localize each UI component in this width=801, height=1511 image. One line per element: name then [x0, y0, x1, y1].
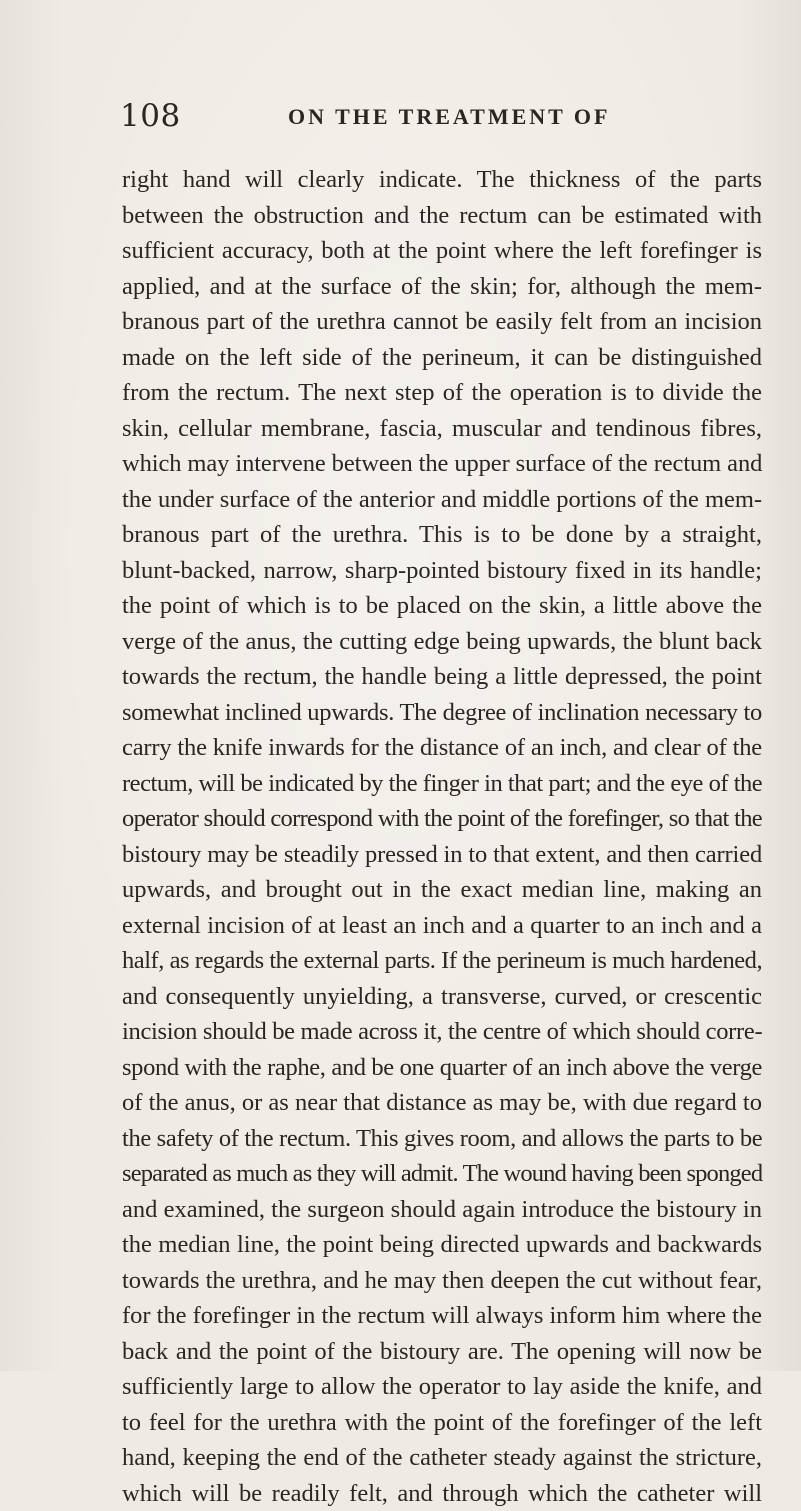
text-line: towards the urethra, and he may then deepen the cut without fear, [122, 1263, 762, 1299]
text-line: sufficiently large to allow the operator to lay aside the knife, and [122, 1369, 762, 1405]
page-header [120, 98, 760, 138]
text-line: and consequently unyielding, a transverse, curved, or crescentic [122, 979, 762, 1015]
text-line: branous part of the urethra. This is to be done by a straight, [122, 517, 762, 553]
text-line: for the forefinger in the rectum will always inform him where the [122, 1298, 762, 1334]
text-line: carry the knife inwards for the distance of an inch, and clear of the [122, 730, 762, 766]
text-line: of the anus, or as near that distance as may be, with due regard to [122, 1085, 762, 1121]
text-line: made on the left side of the perineum, it can be distinguished [122, 340, 762, 376]
text-line: blunt-backed, narrow, sharp-pointed bistoury fixed in its handle; [122, 553, 762, 589]
text-line: back and the point of the bistoury are. The opening will now be [122, 1334, 762, 1370]
text-line: towards the rectum, the handle being a little depressed, the point [122, 659, 762, 695]
text-line: external incision of at least an inch and a quarter to an inch and a [122, 908, 762, 944]
text-line: bistoury may be steadily pressed in to that extent, and then carried [122, 837, 762, 873]
text-line: somewhat inclined upwards. The degree of inclination necessary to [122, 695, 762, 731]
text-line: upwards, and brought out in the exact median line, making an [122, 872, 762, 908]
text-line: the safety of the rectum. This gives room, and allows the parts to be [122, 1121, 762, 1157]
text-line: and examined, the surgeon should again introduce the bistoury in [122, 1192, 762, 1228]
text-line: half, as regards the external parts. If the perineum is much hardened, [122, 943, 762, 979]
text-line: the median line, the point being directed upwards and backwards [122, 1227, 762, 1263]
text-line: the under surface of the anterior and middle portions of the mem- [122, 482, 762, 518]
text-line: hand, keeping the end of the catheter steady against the stricture, [122, 1440, 762, 1476]
text-line: from the rectum. The next step of the operation is to divide the [122, 375, 762, 411]
text-line: verge of the anus, the cutting edge being upwards, the blunt back [122, 624, 762, 660]
running-head: ON THE TREATMENT OF [288, 104, 610, 130]
text-line: branous part of the urethra cannot be easily felt from an incision [122, 304, 762, 340]
text-line: spond with the raphe, and be one quarter of an inch above the verge [122, 1050, 762, 1086]
text-line: incision should be made across it, the centre of which should corre- [122, 1014, 762, 1050]
text-line: which will be readily felt, and through which the catheter will [122, 1476, 762, 1511]
text-line: applied, and at the surface of the skin; for, although the mem- [122, 269, 762, 305]
text-line: right hand will clearly indicate. The thickness of the parts [122, 162, 762, 198]
text-line: sufficient accuracy, both at the point where the left forefinger is [122, 233, 762, 269]
text-line: separated as much as they will admit. The wound having been sponged [122, 1156, 762, 1192]
text-line: which may intervene between the upper surface of the rectum and [122, 446, 762, 482]
text-line: operator should correspond with the point of the forefinger, so that the [122, 801, 762, 837]
text-line: the point of which is to be placed on the skin, a little above the [122, 588, 762, 624]
text-line: skin, cellular membrane, fascia, muscular and tendinous fibres, [122, 411, 762, 447]
page-number: 108 [120, 98, 181, 134]
text-line: between the obstruction and the rectum can be estimated with [122, 198, 762, 234]
text-line: rectum, will be indicated by the finger in that part; and the eye of the [122, 766, 762, 802]
text-line: to feel for the urethra with the point of the forefinger of the left [122, 1405, 762, 1441]
body-text [122, 162, 762, 1272]
